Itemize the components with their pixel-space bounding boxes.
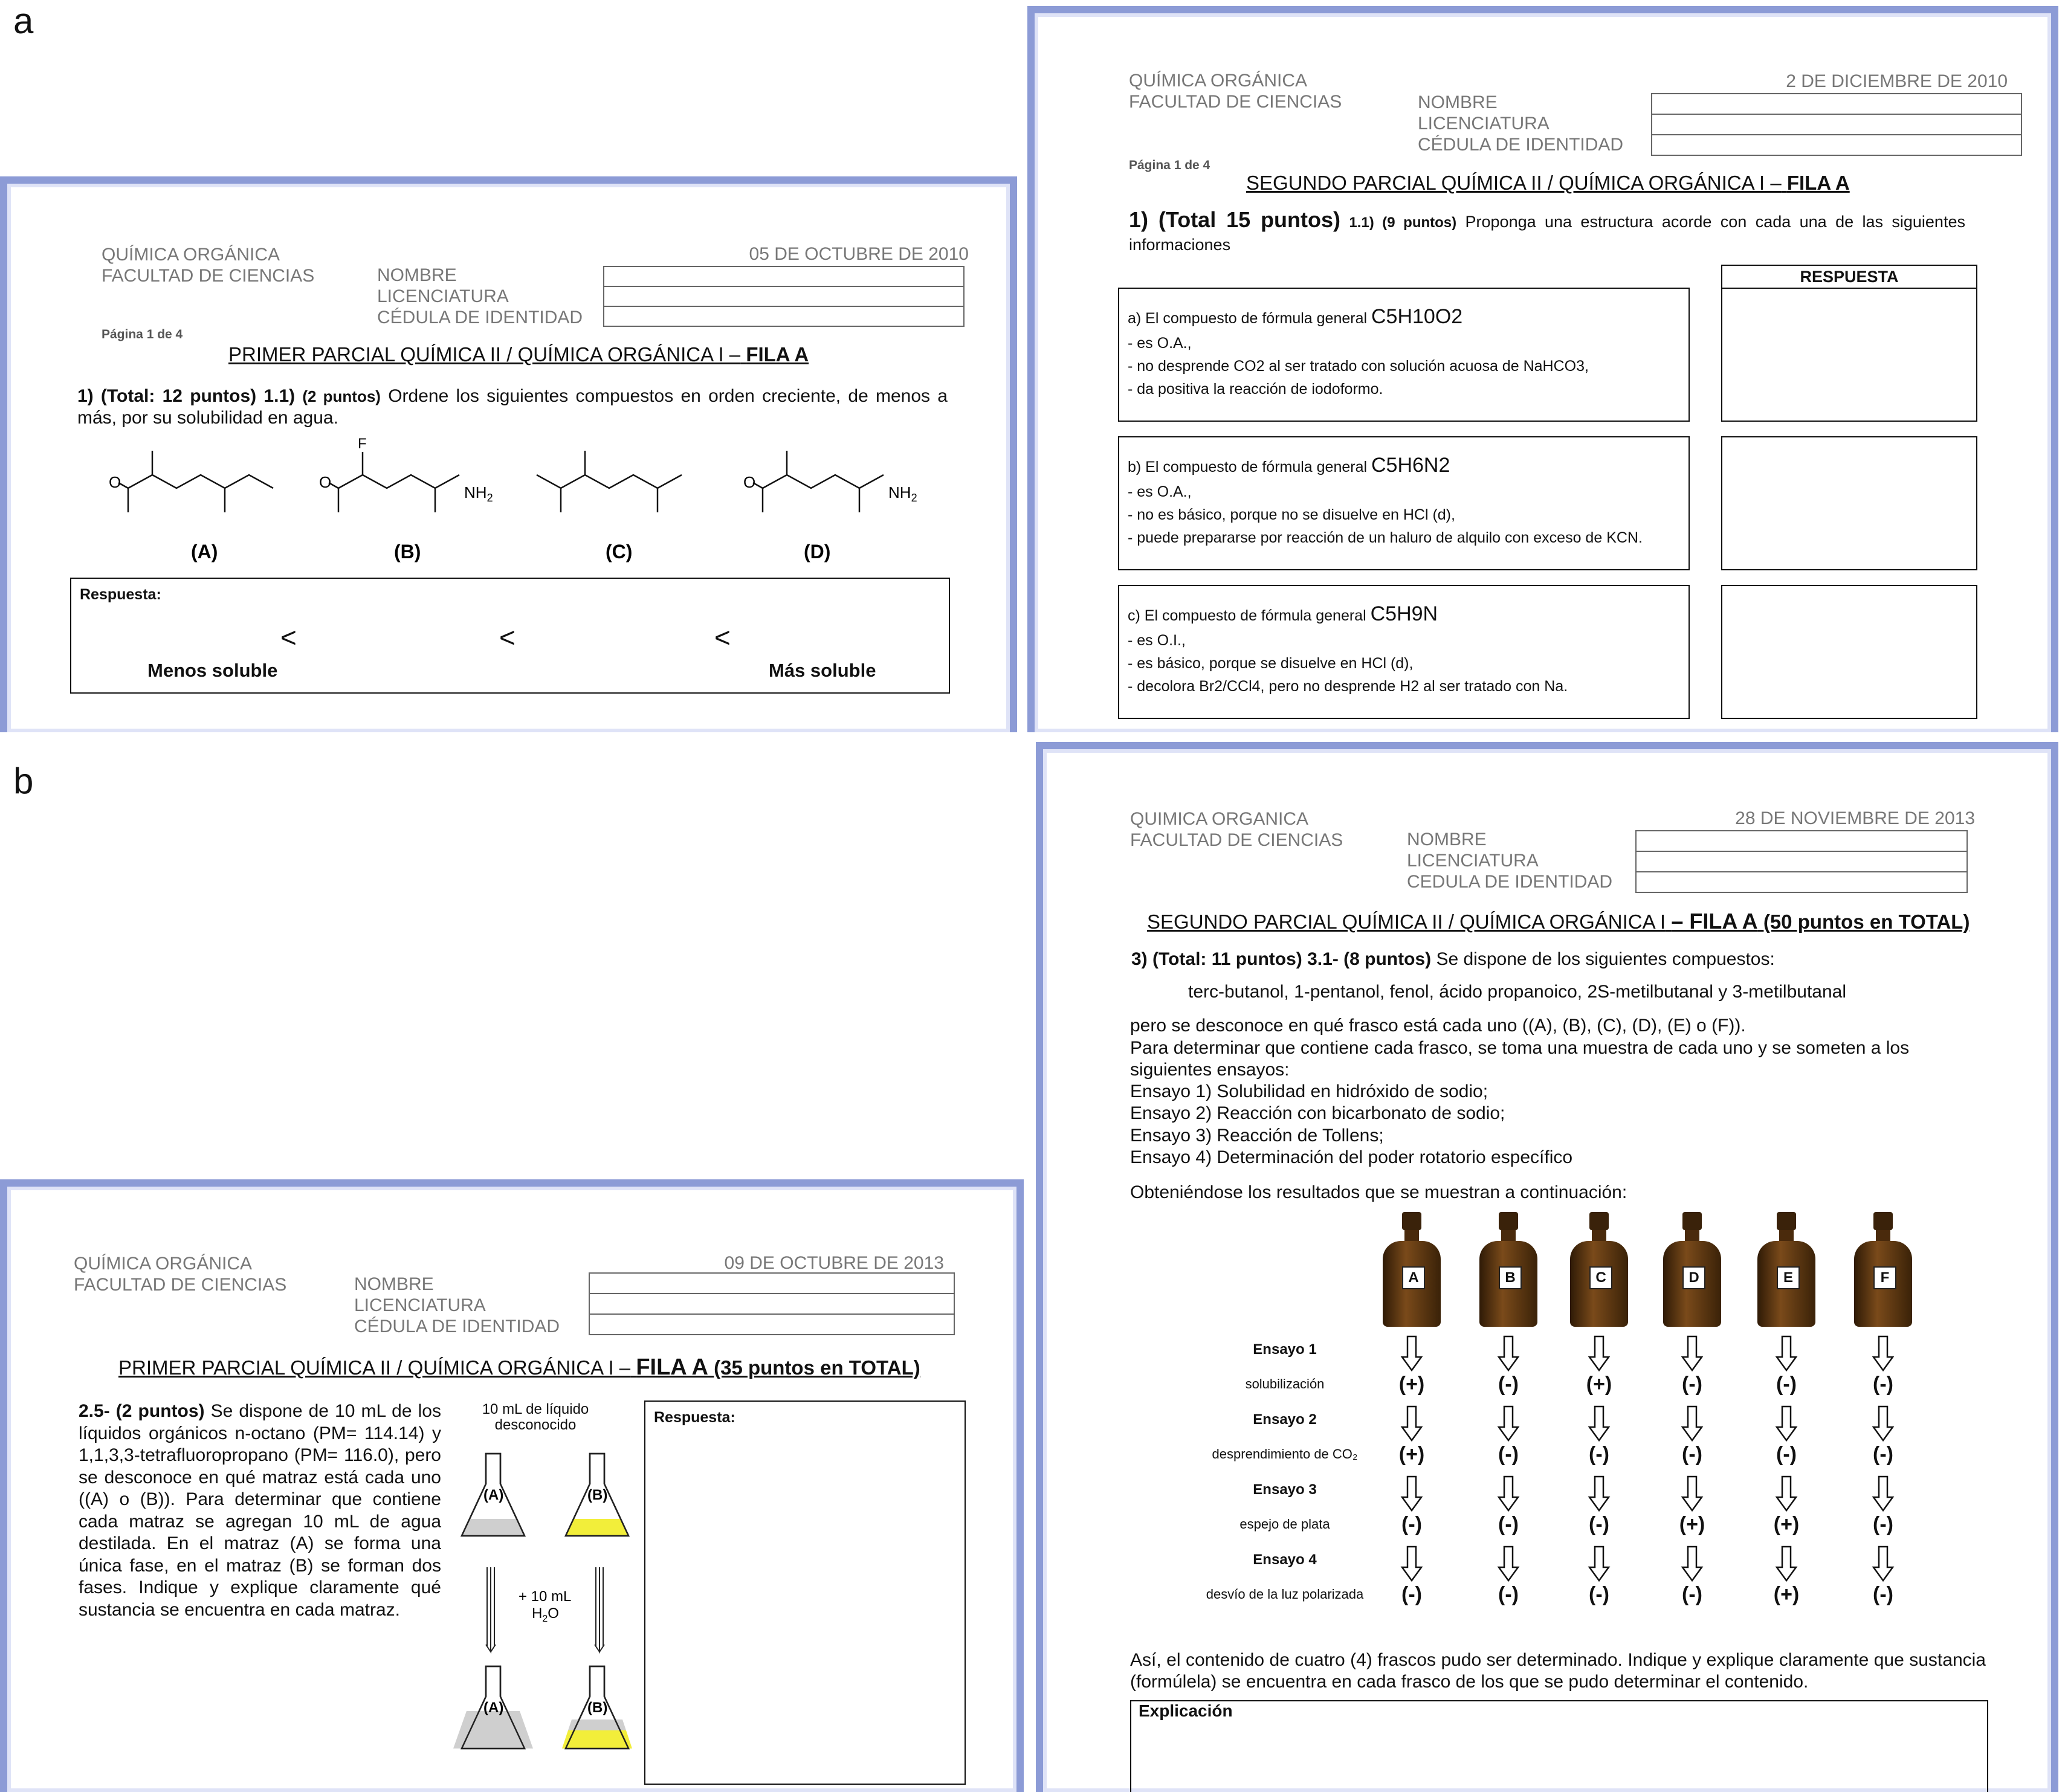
test-name: Ensayo 2 (1253, 1411, 1317, 1428)
compound-c-structure (537, 451, 682, 512)
test-description: solubilización (1245, 1376, 1325, 1391)
nombre-field[interactable] (603, 266, 965, 287)
bottle-label: C (1589, 1266, 1612, 1289)
water-add-label: + 10 mL (519, 1588, 572, 1605)
licenciatura-field[interactable] (1635, 851, 1968, 872)
procedure-line: pero se desconoce en qué frasco está cada uno ((A), (B), (C), (D), (E) o (F)). (1130, 1016, 1746, 1036)
flask-label-b: (B) (587, 1700, 608, 1716)
down-arrow-icon (1680, 1405, 1704, 1442)
test-result: (-) (1873, 1443, 1893, 1466)
down-arrow-icon (1400, 1405, 1424, 1442)
test-name: Ensayo 1 (1253, 1341, 1317, 1358)
exam-page-4 (1036, 742, 2058, 1792)
down-arrow-icon (1774, 1545, 1798, 1582)
compound-label-b: (B) (394, 541, 421, 562)
page-header (74, 1253, 286, 1295)
results-intro: Obteniéndose los resultados que se muestran a continuación: (1130, 1182, 1627, 1202)
student-fields-boxes (1651, 94, 2022, 156)
down-arrow-icon (1774, 1335, 1798, 1371)
bottle-d (1661, 1208, 1724, 1329)
test-result: (+) (1398, 1373, 1425, 1396)
down-arrow-icon (1871, 1545, 1895, 1582)
exam-date: 2 DE DICIEMBRE DE 2010 (1786, 71, 2008, 91)
cedula-label: CEDULA DE IDENTIDAD (1407, 872, 1613, 892)
down-arrow-icon (1587, 1335, 1611, 1371)
bottle-f (1852, 1208, 1915, 1329)
oxygen-label: O (743, 473, 756, 491)
student-fields-labels (377, 265, 583, 328)
student-fields-boxes (1635, 831, 1968, 893)
procedure-line: Ensayo 4) Determinación del poder rotatorio específico (1130, 1147, 1573, 1167)
bottle-c (1568, 1208, 1630, 1329)
answer-label: Respuesta: (654, 1409, 735, 1426)
page-number: Página 1 de 4 (1129, 158, 1210, 172)
item-line: - no desprende CO2 al ser tratado con solución acuosa de NaHCO3, (1128, 358, 1589, 375)
nombre-label: NOMBRE (377, 265, 457, 285)
test-result: (-) (1682, 1373, 1702, 1396)
test-result: (-) (1873, 1513, 1893, 1536)
nombre-field[interactable] (1651, 93, 2022, 115)
more-soluble-label: Más soluble (769, 660, 876, 681)
cedula-field[interactable] (603, 306, 965, 327)
water-formula: $H_2O$ (532, 1605, 559, 1624)
test-result: (-) (1589, 1443, 1609, 1466)
licenciatura-field[interactable] (589, 1293, 955, 1315)
formula: C5H6N2 (1371, 454, 1450, 477)
licenciatura-label: LICENCIATURA (1407, 851, 1539, 871)
bottle-label: D (1682, 1266, 1705, 1289)
compound-structures (7, 437, 974, 570)
amine-label: $NH_2$ (464, 483, 493, 504)
answer-box-b[interactable] (1721, 436, 1977, 570)
less-than-sign: < (499, 622, 515, 653)
item-heading: b) El compuesto de fórmula general (1128, 459, 1368, 475)
answer-box-a[interactable] (1721, 288, 1977, 422)
results-table (1043, 1341, 2058, 1625)
answer-box[interactable] (644, 1400, 966, 1785)
item-line: - decolora Br2/CCl4, pero no desprende H2 al ser tratado con Na. (1128, 678, 1568, 695)
cedula-field[interactable] (1651, 134, 2022, 156)
licenciatura-label: LICENCIATURA (1418, 114, 1550, 134)
down-arrow-icon (1871, 1475, 1895, 1512)
test-name: Ensayo 3 (1253, 1481, 1317, 1498)
test-result: (+) (1773, 1513, 1800, 1536)
down-arrow-icon (1496, 1405, 1520, 1442)
student-fields-labels (1418, 92, 1623, 155)
question-item-c (1118, 585, 1690, 719)
down-arrow-icon (1587, 1405, 1611, 1442)
bottle-label: A (1402, 1266, 1425, 1289)
test-result: (-) (1498, 1583, 1519, 1606)
exam-date: 09 DE OCTUBRE DE 2013 (724, 1253, 944, 1273)
procedure-line: Ensayo 2) Reacción con bicarbonato de sodio; (1130, 1103, 1505, 1123)
down-arrow-icon (1680, 1475, 1704, 1512)
compound-label-d: (D) (804, 541, 831, 562)
respuesta-header: RESPUESTA (1721, 265, 1977, 289)
test-result: (-) (1498, 1443, 1519, 1466)
question-2-5: 2.5- (2 puntos) Se dispone de 10 mL de los líquidos orgánicos n-octano (PM= 114.14) y 1,1,3,3-tetrafluoropropano (PM= 116.0), pero se desconoce en qué matraz está cada uno ((A) o (B)). Para determinar que contiene cada matraz se agregan 10 mL de agua destilada. En el matraz (A) se forma una única fase, en el matraz (B) se forman dos fases. Indique y explique claramente qué sustancia se encuentra en cada matraz. (79, 1401, 441, 1620)
test-description: desprendimiento de CO₂ (1212, 1446, 1358, 1462)
fluorine-label: F (358, 437, 367, 452)
flask-label-a: (A) (483, 1487, 504, 1503)
oxygen-label: O (109, 473, 121, 491)
less-soluble-label: Menos soluble (147, 660, 278, 681)
amine-label: $NH_2$ (888, 483, 917, 504)
procedure-line: Ensayo 3) Reacción de Tollens; (1130, 1125, 1384, 1146)
down-arrow-icon (1400, 1545, 1424, 1582)
explanation-label: Explicación (1139, 1701, 1233, 1720)
item-line: - da positiva la reacción de iodoformo. (1128, 381, 1383, 398)
exam-date: 05 DE OCTUBRE DE 2010 (749, 244, 969, 264)
bottle-e (1755, 1208, 1818, 1329)
nombre-label: NOMBRE (354, 1274, 434, 1294)
item-heading: c) El compuesto de fórmula general (1128, 607, 1366, 624)
test-result: (+) (1586, 1373, 1612, 1396)
test-result: (-) (1401, 1583, 1422, 1606)
exam-page-1 (0, 176, 1017, 732)
answer-box[interactable] (70, 578, 950, 694)
cedula-label: CÉDULA DE IDENTIDAD (377, 308, 583, 327)
test-result: (-) (1776, 1373, 1797, 1396)
exam-page-3 (0, 1179, 1024, 1792)
down-arrow-icon (1774, 1405, 1798, 1442)
compound-label-c: (C) (606, 541, 633, 562)
question-1: 1) (Total: 12 puntos) 1.1) (2 puntos) Ordene los siguientes compuestos en orden creciente, de menos a más, por su solubilidad en agua. (77, 386, 948, 428)
page-header (1129, 70, 1342, 112)
licenciatura-label: LICENCIATURA (354, 1295, 486, 1315)
exam-page-2 (1027, 6, 2058, 732)
closing-text: Así, el contenido de cuatro (4) frascos pudo ser determinado. Indique y explique claramente que sustancia (formúlela) se encuentra en cada frasco de los que se pudo determinar el contenido. (1130, 1650, 1986, 1692)
compound-b-structure (329, 452, 459, 512)
cedula-label: CÉDULA DE IDENTIDAD (1418, 135, 1624, 155)
student-fields-boxes (603, 267, 965, 327)
cedula-field[interactable] (1635, 871, 1968, 893)
faculty-text: FACULTAD DE CIENCIAS (102, 266, 315, 286)
down-arrow-icon (1587, 1545, 1611, 1582)
flask-diagram (448, 1446, 642, 1792)
answer-box-c[interactable] (1721, 585, 1977, 719)
down-arrows (486, 1567, 604, 1652)
student-fields-labels (354, 1274, 560, 1337)
dept-text: QUIMICA ORGANICA (1130, 809, 1309, 829)
test-result: (-) (1589, 1583, 1609, 1606)
question-3: 3) (Total: 11 puntos) 3.1- (8 puntos) Se dispone de los siguientes compuestos: (1131, 949, 1775, 969)
faculty-text: FACULTAD DE CIENCIAS (1129, 92, 1342, 112)
exam-title: SEGUNDO PARCIAL QUÍMICA II / QUÍMICA ORGÁNICA I – FILA A (50 puntos en TOTAL) (1147, 909, 1970, 933)
bottles-row (1043, 1208, 2058, 1335)
test-result: (-) (1401, 1513, 1422, 1536)
item-line: - es O.A., (1128, 483, 1192, 500)
page-number: Página 1 de 4 (102, 327, 183, 341)
bottle-label: F (1873, 1266, 1896, 1289)
down-arrow-icon (1774, 1475, 1798, 1512)
cedula-field[interactable] (589, 1313, 955, 1335)
nombre-label: NOMBRE (1418, 92, 1498, 112)
procedure-line: Ensayo 1) Solubilidad en hidróxido de sodio; (1130, 1081, 1488, 1101)
down-arrow-icon (1680, 1545, 1704, 1582)
licenciatura-field[interactable] (603, 286, 965, 307)
exam-title: PRIMER PARCIAL QUÍMICA II / QUÍMICA ORGÁNICA I – FILA A (228, 343, 809, 366)
page-header (102, 244, 314, 286)
flask-caption: 10 mL de líquido desconocido (482, 1401, 589, 1433)
test-result: (-) (1682, 1443, 1702, 1466)
down-arrow-icon (1400, 1335, 1424, 1371)
dept-text: QUÍMICA ORGÁNICA (102, 245, 280, 265)
figure-label-a: a (13, 1, 34, 41)
flask-label-a: (A) (483, 1700, 504, 1716)
formula: C5H9N (1370, 602, 1438, 625)
oxygen-label: O (319, 473, 332, 491)
compounds-list: terc-butanol, 1-pentanol, fenol, ácido propanoico, 2S-metilbutanal y 3-metilbutanal (1188, 982, 1846, 1002)
question-item-b (1118, 436, 1690, 570)
down-arrow-icon (1400, 1475, 1424, 1512)
compound-label-a: (A) (191, 541, 218, 562)
nombre-field[interactable] (589, 1272, 955, 1294)
bottle-label: B (1499, 1266, 1522, 1289)
dept-text: QUÍMICA ORGÁNICA (1129, 71, 1308, 91)
less-than-sign: < (280, 622, 297, 653)
test-result: (-) (1873, 1373, 1893, 1396)
question-1: 1) (Total 15 puntos) 1.1) (9 puntos) Proponga una estructura acorde con cada una de las siguientes informaciones (1129, 207, 1965, 254)
student-fields-labels (1407, 829, 1612, 892)
item-line: - es O.I., (1128, 632, 1186, 649)
item-line: - es básico, porque se disuelve en HCl (d), (1128, 655, 1414, 672)
figure-label-b: b (13, 761, 34, 801)
question-item-a (1118, 288, 1690, 422)
formula: C5H10O2 (1371, 305, 1463, 328)
down-arrow-icon (1871, 1405, 1895, 1442)
faculty-text: FACULTAD DE CIENCIAS (74, 1275, 287, 1295)
bottle-b (1477, 1208, 1540, 1329)
item-line: - es O.A., (1128, 335, 1192, 352)
item-line: - puede prepararse por reacción de un haluro de alquilo con exceso de KCN. (1128, 529, 1643, 546)
down-arrow-icon (1496, 1335, 1520, 1371)
test-result: (-) (1873, 1583, 1893, 1606)
compound-a-structure (118, 451, 273, 512)
procedure-text (1130, 1015, 1986, 1169)
nombre-field[interactable] (1635, 830, 1968, 852)
dept-text: QUÍMICA ORGÁNICA (74, 1254, 253, 1274)
test-result: (+) (1679, 1513, 1705, 1536)
exam-title: SEGUNDO PARCIAL QUÍMICA II / QUÍMICA ORGÁNICA I – FILA A (1246, 172, 1850, 194)
licenciatura-field[interactable] (1651, 114, 2022, 135)
test-name: Ensayo 4 (1253, 1552, 1317, 1568)
test-result: (-) (1776, 1443, 1797, 1466)
student-fields-boxes (589, 1274, 955, 1335)
page-header (1130, 808, 1343, 851)
answer-label: Respuesta: (80, 586, 161, 603)
bottle-a (1380, 1208, 1443, 1329)
down-arrow-icon (1871, 1335, 1895, 1371)
flask-label-b: (B) (587, 1487, 608, 1503)
less-than-sign: < (714, 622, 731, 653)
compound-d-structure (753, 451, 884, 512)
test-result: (-) (1682, 1583, 1702, 1606)
faculty-text: FACULTAD DE CIENCIAS (1130, 830, 1343, 850)
test-result: (-) (1498, 1373, 1519, 1396)
item-line: - no es básico, porque no se disuelve en HCl (d), (1128, 506, 1455, 523)
procedure-line: Para determinar que contiene cada frasco, se toma una muestra de cada uno y se someten a los siguientes ensayos: (1130, 1037, 1910, 1080)
down-arrow-icon (1680, 1335, 1704, 1371)
exam-date: 28 DE NOVIEMBRE DE 2013 (1735, 808, 1975, 828)
test-result: (-) (1498, 1513, 1519, 1536)
test-description: espejo de plata (1239, 1516, 1330, 1532)
test-result: (-) (1589, 1513, 1609, 1536)
licenciatura-label: LICENCIATURA (377, 286, 509, 306)
explanation-box[interactable] (1130, 1700, 1988, 1792)
nombre-label: NOMBRE (1407, 830, 1487, 849)
down-arrow-icon (1496, 1475, 1520, 1512)
down-arrow-icon (1587, 1475, 1611, 1512)
exam-title: PRIMER PARCIAL QUÍMICA II / QUÍMICA ORGÁNICA I – FILA A (35 puntos en TOTAL) (118, 1355, 920, 1380)
cedula-label: CÉDULA DE IDENTIDAD (354, 1317, 560, 1336)
down-arrow-icon (1496, 1545, 1520, 1582)
test-result: (+) (1773, 1583, 1800, 1606)
item-heading: a) El compuesto de fórmula general (1128, 310, 1368, 327)
bottle-label: E (1777, 1266, 1800, 1289)
test-description: desvío de la luz polarizada (1206, 1587, 1364, 1602)
test-result: (+) (1398, 1443, 1425, 1466)
